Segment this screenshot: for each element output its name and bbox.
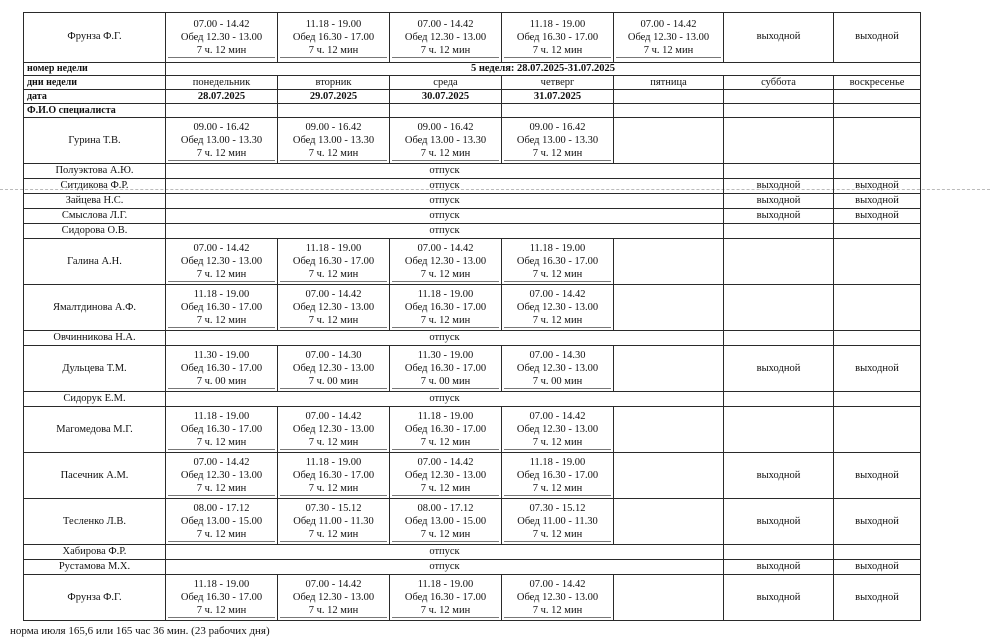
lunch-break: Обед 16.30 - 17.00 [404,591,487,603]
empty-cell [614,104,724,118]
lunch-break: Обед 12.30 - 13.00 [292,301,375,313]
shift-cell [614,13,724,63]
shift-duration: 7 ч. 12 мин [168,528,275,542]
shift-duration: 7 ч. 12 мин [168,147,275,161]
saturday-cell [724,545,834,560]
time-range: 09.00 - 16.42 [305,121,362,133]
shift-duration: 7 ч. 12 мин [168,268,275,282]
shift-cell [390,285,502,331]
sunday-cell [834,407,921,453]
time-range: 07.00 - 14.42 [193,18,250,30]
shift-cell [166,575,278,621]
lunch-break: Обед 16.30 - 17.00 [516,469,599,481]
shift-duration: 7 ч. 12 мин [392,528,499,542]
time-range: 07.00 - 14.42 [417,456,474,468]
sunday-cell [834,285,921,331]
lunch-break: Обед 12.30 - 13.00 [180,469,263,481]
leave-cell: отпуск [166,392,724,407]
employee-row [24,118,921,164]
time-range: 11.18 - 19.00 [529,456,586,468]
empty-cell [390,104,502,118]
shift-duration: 7 ч. 12 мин [392,482,499,496]
time-range: 09.00 - 16.42 [417,121,474,133]
date-cell: 31.07.2025 [502,90,614,104]
employee-row [24,545,921,560]
week-title: 5 неделя: 28.07.2025-31.07.2025 [166,63,921,76]
time-range: 11.18 - 19.00 [529,242,586,254]
employee-row [24,209,921,224]
employee-row [24,392,921,407]
lunch-break: Обед 16.30 - 17.00 [180,301,263,313]
saturday-cell: выходной [724,209,834,224]
time-range: 07.00 - 14.42 [305,578,362,590]
lunch-break: Обед 16.30 - 17.00 [292,31,375,43]
lunch-break: Обед 12.30 - 13.00 [516,591,599,603]
employee-name: Гурина Т.В. [24,118,166,164]
leave-cell: отпуск [166,194,724,209]
saturday-cell [724,285,834,331]
time-range: 11.18 - 19.00 [417,578,474,590]
lunch-break: Обед 12.30 - 13.00 [404,469,487,481]
shift-cell [278,407,390,453]
friday-cell [614,575,724,621]
employee-name: Смыслова Л.Г. [24,209,166,224]
lunch-break: Обед 13.00 - 13.30 [404,134,487,146]
shift-duration: 7 ч. 12 мин [392,436,499,450]
weekday-cell: среда [390,76,502,90]
shift-cell [278,575,390,621]
lunch-break: Обед 12.30 - 13.00 [180,255,263,267]
sunday-cell: выходной [834,209,921,224]
shift-cell [278,13,390,63]
lunch-break: Обед 12.30 - 13.00 [292,362,375,374]
shift-cell [390,118,502,164]
shift-duration: 7 ч. 12 мин [504,268,611,282]
weekday-cell: суббота [724,76,834,90]
shift-duration: 7 ч. 00 мин [504,375,611,389]
employee-row [24,239,921,285]
shift-duration: 7 ч. 12 мин [392,44,499,58]
sunday-cell: выходной [834,194,921,209]
saturday-cell: выходной [724,179,834,194]
sunday-cell [834,118,921,164]
employee-name: Сидорук Е.М. [24,392,166,407]
shift-cell [390,13,502,63]
empty-cell [834,104,921,118]
lunch-break: Обед 12.30 - 13.00 [516,423,599,435]
sunday-cell: выходной [834,346,921,392]
shift-cell [278,346,390,392]
shift-duration: 7 ч. 12 мин [616,44,721,58]
lunch-break: Обед 16.30 - 17.00 [292,255,375,267]
day-off-cell: выходной [724,13,834,63]
time-range: 11.18 - 19.00 [193,578,250,590]
shift-cell [390,239,502,285]
shift-duration: 7 ч. 12 мин [280,44,387,58]
employee-row [24,575,921,621]
leave-cell: отпуск [166,164,724,179]
shift-duration: 7 ч. 12 мин [392,604,499,618]
shift-cell [390,407,502,453]
empty-cell [278,104,390,118]
employee-name: Полуэктова А.Ю. [24,164,166,179]
weekday-cell: пятница [614,76,724,90]
fio-header-row [24,104,921,118]
lunch-break: Обед 16.30 - 17.00 [180,423,263,435]
lunch-break: Обед 16.30 - 17.00 [180,591,263,603]
friday-cell [614,118,724,164]
shift-cell [502,453,614,499]
lunch-break: Обед 16.30 - 17.00 [404,301,487,313]
employee-row [24,285,921,331]
sunday-cell: выходной [834,179,921,194]
lunch-break: Обед 16.30 - 17.00 [516,31,599,43]
shift-duration: 7 ч. 12 мин [504,528,611,542]
shift-cell [390,499,502,545]
lunch-break: Обед 16.30 - 17.00 [404,423,487,435]
sunday-cell: выходной [834,499,921,545]
time-range: 09.00 - 16.42 [193,121,250,133]
shift-cell [278,118,390,164]
time-range: 11.30 - 19.00 [417,349,474,361]
employee-row [24,407,921,453]
time-range: 07.00 - 14.42 [529,288,586,300]
shift-duration: 7 ч. 12 мин [280,482,387,496]
weekday-cell: четверг [502,76,614,90]
sunday-cell [834,239,921,285]
schedule-table [23,12,921,621]
shift-cell [166,499,278,545]
shift-cell [278,453,390,499]
weekday-cell: понедельник [166,76,278,90]
week-number-label: номер недели [24,63,166,76]
lunch-break: Обед 12.30 - 13.00 [180,31,263,43]
shift-cell [166,407,278,453]
employee-name: Фрунза Ф.Г. [24,575,166,621]
shift-duration: 7 ч. 12 мин [504,436,611,450]
shift-cell [166,285,278,331]
employee-name: Галина А.Н. [24,239,166,285]
monthly-norm-note: норма июля 165,6 или 165 час 36 мин. (23 рабочих дня) [10,625,270,637]
friday-cell [614,239,724,285]
employee-row [24,331,921,346]
time-range: 11.18 - 19.00 [417,288,474,300]
shift-duration: 7 ч. 12 мин [504,482,611,496]
empty-cell [724,104,834,118]
date-cell [724,90,834,104]
shift-cell [502,346,614,392]
employee-row [24,224,921,239]
employee-name: Магомедова М.Г. [24,407,166,453]
lunch-break: Обед 12.30 - 13.00 [292,423,375,435]
time-range: 11.18 - 19.00 [305,242,362,254]
shift-cell [502,13,614,63]
friday-cell [614,285,724,331]
leave-cell: отпуск [166,224,724,239]
lunch-break: Обед 12.30 - 13.00 [627,31,710,43]
shift-duration: 7 ч. 12 мин [168,314,275,328]
shift-cell [502,285,614,331]
sunday-cell [834,164,921,179]
employee-name: Зайцева Н.С. [24,194,166,209]
sunday-cell [834,224,921,239]
weekday-cell: вторник [278,76,390,90]
shift-duration: 7 ч. 12 мин [504,44,611,58]
lunch-break: Обед 13.00 - 15.00 [404,515,487,527]
employee-name: Рустамова М.Х. [24,560,166,575]
time-range: 07.00 - 14.42 [529,578,586,590]
lunch-break: Обед 12.30 - 13.00 [404,255,487,267]
sunday-cell [834,392,921,407]
saturday-cell: выходной [724,346,834,392]
time-range: 07.30 - 15.12 [305,502,362,514]
day-off-cell: выходной [834,13,921,63]
time-range: 07.00 - 14.42 [529,410,586,422]
week-number-row [24,63,921,76]
lunch-break: Обед 12.30 - 13.00 [292,591,375,603]
time-range: 07.00 - 14.42 [640,18,697,30]
employee-row [24,453,921,499]
date-cell [834,90,921,104]
lunch-break: Обед 12.30 - 13.00 [404,31,487,43]
shift-duration: 7 ч. 00 мин [392,375,499,389]
saturday-cell: выходной [724,453,834,499]
sunday-cell: выходной [834,560,921,575]
sunday-cell: выходной [834,453,921,499]
shift-duration: 7 ч. 12 мин [280,314,387,328]
time-range: 11.18 - 19.00 [193,288,250,300]
time-range: 09.00 - 16.42 [529,121,586,133]
shift-duration: 7 ч. 12 мин [168,44,275,58]
shift-cell [166,239,278,285]
shift-cell [278,499,390,545]
friday-cell [614,453,724,499]
lunch-break: Обед 12.30 - 13.00 [516,362,599,374]
time-range: 07.00 - 14.42 [193,456,250,468]
employee-row [24,560,921,575]
date-cell: 30.07.2025 [390,90,502,104]
shift-duration: 7 ч. 12 мин [168,436,275,450]
lunch-break: Обед 13.00 - 13.30 [180,134,263,146]
employee-row [24,346,921,392]
employee-name: Пасечник А.М. [24,453,166,499]
saturday-cell [724,331,834,346]
shift-cell [502,118,614,164]
saturday-cell: выходной [724,575,834,621]
weekday-label: дни недели [24,76,166,90]
employee-name: Ситдикова Ф.Р. [24,179,166,194]
friday-cell [614,407,724,453]
saturday-cell [724,164,834,179]
saturday-cell [724,224,834,239]
shift-cell [166,346,278,392]
shift-duration: 7 ч. 00 мин [168,375,275,389]
shift-cell [166,453,278,499]
leave-cell: отпуск [166,560,724,575]
lunch-break: Обед 12.30 - 13.00 [516,301,599,313]
shift-duration: 7 ч. 12 мин [280,147,387,161]
time-range: 07.00 - 14.42 [193,242,250,254]
lunch-break: Обед 11.00 - 11.30 [517,515,598,527]
time-range: 11.18 - 19.00 [529,18,586,30]
employee-row [24,194,921,209]
saturday-cell: выходной [724,499,834,545]
time-range: 08.00 - 17.12 [193,502,250,514]
time-range: 07.00 - 14.42 [305,288,362,300]
shift-cell [502,239,614,285]
weekday-row [24,76,921,90]
date-label: дата [24,90,166,104]
sunday-cell: выходной [834,575,921,621]
shift-duration: 7 ч. 12 мин [280,604,387,618]
friday-cell [614,499,724,545]
time-range: 07.00 - 14.42 [417,18,474,30]
date-cell: 28.07.2025 [166,90,278,104]
time-range: 07.30 - 15.12 [529,502,586,514]
shift-cell [502,407,614,453]
employee-row [24,179,921,194]
lunch-break: Обед 13.00 - 15.00 [180,515,263,527]
leave-cell: отпуск [166,179,724,194]
shift-duration: 7 ч. 12 мин [504,604,611,618]
shift-duration: 7 ч. 00 мин [280,375,387,389]
leave-cell: отпуск [166,331,724,346]
shift-duration: 7 ч. 12 мин [392,268,499,282]
shift-cell [390,453,502,499]
shift-duration: 7 ч. 12 мин [280,528,387,542]
shift-duration: 7 ч. 12 мин [504,314,611,328]
time-range: 07.00 - 14.42 [417,242,474,254]
weekday-cell: воскресенье [834,76,921,90]
lunch-break: Обед 13.00 - 13.30 [292,134,375,146]
date-row [24,90,921,104]
empty-cell [166,104,278,118]
employee-name: Хабирова Ф.Р. [24,545,166,560]
saturday-cell [724,392,834,407]
time-range: 11.18 - 19.00 [193,410,250,422]
shift-cell [278,239,390,285]
time-range: 11.18 - 19.00 [305,456,362,468]
saturday-cell: выходной [724,560,834,575]
time-range: 11.18 - 19.00 [417,410,474,422]
lunch-break: Обед 16.30 - 17.00 [404,362,487,374]
shift-cell [166,13,278,63]
lunch-break: Обед 13.00 - 13.30 [516,134,599,146]
employee-name: Сидорова О.В. [24,224,166,239]
employee-row [24,499,921,545]
saturday-cell [724,239,834,285]
lunch-break: Обед 16.30 - 17.00 [516,255,599,267]
friday-cell [614,346,724,392]
shift-cell [166,118,278,164]
shift-duration: 7 ч. 12 мин [392,147,499,161]
saturday-cell: выходной [724,194,834,209]
employee-name: Овчинникова Н.А. [24,331,166,346]
sunday-cell [834,331,921,346]
employee-row [24,164,921,179]
shift-cell [502,575,614,621]
saturday-cell [724,407,834,453]
employee-name: Дульцева Т.М. [24,346,166,392]
time-range: 08.00 - 17.12 [417,502,474,514]
lunch-break: Обед 11.00 - 11.30 [293,515,374,527]
time-range: 11.30 - 19.00 [193,349,250,361]
employee-row [24,13,921,63]
shift-duration: 7 ч. 12 мин [504,147,611,161]
shift-cell [390,346,502,392]
saturday-cell [724,118,834,164]
employee-name: Фрунза Ф.Г. [24,13,166,63]
shift-cell [502,499,614,545]
time-range: 07.00 - 14.30 [305,349,362,361]
fio-label: Ф.И.О специалиста [24,104,166,118]
time-range: 11.18 - 19.00 [305,18,362,30]
shift-duration: 7 ч. 12 мин [280,436,387,450]
shift-cell [390,575,502,621]
lunch-break: Обед 16.30 - 17.00 [292,469,375,481]
shift-cell [278,285,390,331]
leave-cell: отпуск [166,209,724,224]
empty-cell [502,104,614,118]
leave-cell: отпуск [166,545,724,560]
employee-name: Ямалтдинова А.Ф. [24,285,166,331]
employee-name: Тесленко Л.В. [24,499,166,545]
shift-duration: 7 ч. 12 мин [168,482,275,496]
time-range: 07.00 - 14.30 [529,349,586,361]
lunch-break: Обед 16.30 - 17.00 [180,362,263,374]
sunday-cell [834,545,921,560]
date-cell [614,90,724,104]
date-cell: 29.07.2025 [278,90,390,104]
shift-duration: 7 ч. 12 мин [392,314,499,328]
shift-duration: 7 ч. 12 мин [168,604,275,618]
time-range: 07.00 - 14.42 [305,410,362,422]
shift-duration: 7 ч. 12 мин [280,268,387,282]
